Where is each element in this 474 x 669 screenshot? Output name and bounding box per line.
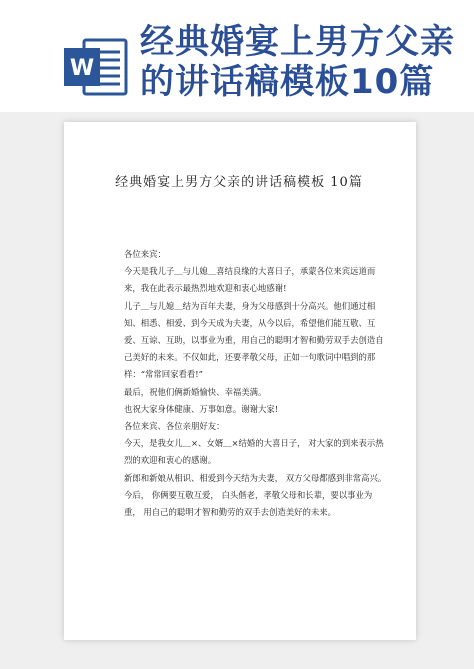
paragraph: 各位来宾：: [124, 249, 166, 259]
document-body: [124, 246, 388, 521]
paragraph: 最后，祝他们俩新婚愉快、幸福美满。: [124, 386, 267, 397]
paragraph: 今天是我儿子＿与儿媳＿喜结良缘的大喜日子，承蒙各位来宾远道而来，我在此表示最热烈地欢迎和衷心地感谢!: [124, 266, 376, 294]
paragraph: 也祝大家身体健康、万事如意。谢谢大家!: [124, 403, 279, 414]
paragraph: 各位来宾、各位亲朋好友：: [124, 421, 225, 432]
word-document-icon: [62, 36, 128, 98]
paragraph: 新郎和新娘从相识、相爱到今天结为夫妻， 双方父母都感到非常高兴。今后， 你俩要互敬互爱， 白头偕老，孝敬父母和长辈，要以事业为重， 用自己的聪明才智和勤劳的双手去创造美好的未来。: [124, 472, 387, 518]
paragraph: 儿子＿与儿媳＿结为百年夫妻，身为父母感到十分高兴。他们通过相知、相悉、相爱、到今天成为夫妻，从今以后，希望他们能互敬、互爱、互谅、互助，以事业为重，用自己的聪明才智和勤劳双手去创造自己美好的未来。不仅如此，还要孝敬父母，正如一句歌词中唱到的那样：“常常回家看看!”: [124, 300, 384, 380]
svg-text:W: W: [69, 56, 95, 81]
banner-title: 经典婚宴上男方父亲的讲话稿模板10篇: [140, 22, 455, 102]
document-title: 经典婚宴上男方父亲的讲话稿模板 10篇: [115, 175, 363, 190]
banner: [0, 0, 474, 112]
paragraph: 今天，是我女儿＿×、女婿＿×结婚的大喜日子， 对大家的到来表示热烈的欢迎和衷心的感谢。: [124, 438, 384, 466]
